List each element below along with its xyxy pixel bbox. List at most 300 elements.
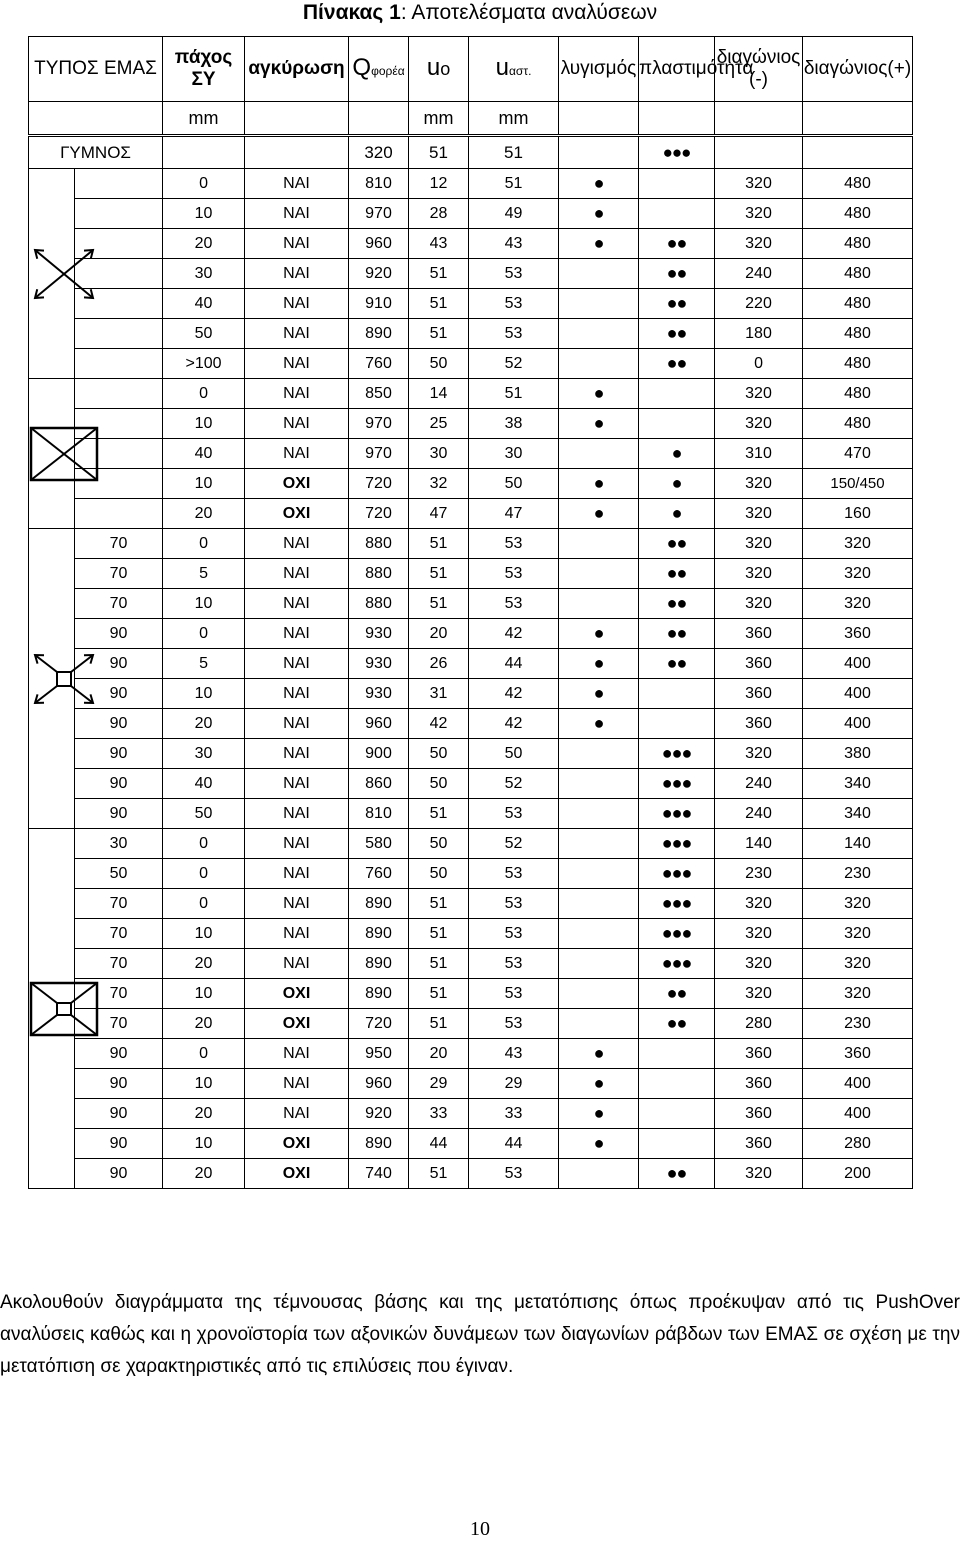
cell-diag-plus: 150/450	[803, 469, 913, 499]
cell-diag-minus: 360	[715, 649, 803, 679]
cell-col-h	[75, 259, 163, 289]
cell-ductility: ●●	[639, 229, 715, 259]
cell-anchor: ΝΑΙ	[245, 289, 349, 319]
cell-uast: 50	[469, 469, 559, 499]
cell-buckling: ●	[559, 499, 639, 529]
cell-anchor: ΝΑΙ	[245, 1039, 349, 1069]
cell-diag-minus: 360	[715, 1069, 803, 1099]
cell-thickness: 30	[163, 739, 245, 769]
header-diag-minus: διαγώνιος (-)	[715, 37, 803, 102]
cell-q: 720	[349, 469, 409, 499]
cell-ductility: ●●●	[639, 859, 715, 889]
cell-thickness: 20	[163, 1009, 245, 1039]
cell-buckling	[559, 1159, 639, 1189]
cell-anchor: ΝΑΙ	[245, 919, 349, 949]
cell-ductility	[639, 1069, 715, 1099]
cell-ductility: ●●●	[639, 889, 715, 919]
cell-buckling	[559, 769, 639, 799]
cell-uast: 53	[469, 319, 559, 349]
cell-ductility: ●●	[639, 1159, 715, 1189]
cell-uast: 53	[469, 559, 559, 589]
caption-label: Πίνακας 1	[302, 1, 401, 24]
cell-q: 890	[349, 889, 409, 919]
cell-col-h: 70	[75, 889, 163, 919]
cell-uo: 51	[409, 529, 469, 559]
cell-diag-minus: 320	[715, 949, 803, 979]
cell-col-h: 90	[75, 679, 163, 709]
cell-buckling: ●	[559, 1039, 639, 1069]
bare-uo: 51	[409, 136, 469, 169]
cell-q: 960	[349, 1069, 409, 1099]
cell-uast: 43	[469, 1039, 559, 1069]
unit-thickness: mm	[163, 102, 245, 136]
cell-diag-minus: 360	[715, 619, 803, 649]
cell-diag-plus: 160	[803, 499, 913, 529]
cell-buckling	[559, 259, 639, 289]
cell-thickness: 50	[163, 799, 245, 829]
cell-diag-minus: 320	[715, 469, 803, 499]
header-diag-plus: διαγώνιος(+)	[803, 37, 913, 102]
cell-anchor: ΝΑΙ	[245, 1069, 349, 1099]
header-uo	[409, 37, 469, 102]
cell-anchor: ΝΑΙ	[245, 1099, 349, 1129]
table-row	[29, 889, 913, 919]
cell-anchor: ΝΑΙ	[245, 529, 349, 559]
table-row	[29, 229, 913, 259]
cell-ductility	[639, 709, 715, 739]
table-row	[29, 529, 913, 559]
cell-uo: 51	[409, 949, 469, 979]
table-row	[29, 439, 913, 469]
cell-buckling: ●	[559, 409, 639, 439]
cell-ductility	[639, 1129, 715, 1159]
cell-col-h: 70	[75, 559, 163, 589]
cell-uast: 42	[469, 709, 559, 739]
cell-q: 880	[349, 529, 409, 559]
cell-thickness: 30	[163, 259, 245, 289]
cell-uast: 29	[469, 1069, 559, 1099]
cell-diag-minus: 320	[715, 409, 803, 439]
header-ductility: πλαστιμότητα	[639, 37, 715, 102]
cell-diag-minus: 310	[715, 439, 803, 469]
cell-uast: 53	[469, 1009, 559, 1039]
cell-col-h: 50	[75, 859, 163, 889]
cell-q: 810	[349, 169, 409, 199]
x-box-icon	[29, 379, 75, 529]
cell-anchor: ΝΑΙ	[245, 319, 349, 349]
cell-buckling	[559, 559, 639, 589]
cell-thickness: 20	[163, 1099, 245, 1129]
cell-ductility: ●	[639, 469, 715, 499]
cell-anchor: ΟΧΙ	[245, 499, 349, 529]
header-q-sub: φορέα	[371, 63, 405, 78]
cell-diag-plus: 320	[803, 919, 913, 949]
cell-thickness: 20	[163, 709, 245, 739]
cell-q: 920	[349, 259, 409, 289]
cell-anchor: ΟΧΙ	[245, 979, 349, 1009]
cell-diag-minus: 320	[715, 169, 803, 199]
unit-uo: mm	[409, 102, 469, 136]
cell-q: 890	[349, 949, 409, 979]
cell-buckling: ●	[559, 379, 639, 409]
cell-thickness: 50	[163, 319, 245, 349]
cell-uo: 20	[409, 1039, 469, 1069]
cell-q: 960	[349, 709, 409, 739]
cell-ductility: ●●	[639, 559, 715, 589]
cell-uo: 51	[409, 319, 469, 349]
cell-col-h: 70	[75, 529, 163, 559]
cell-uo: 14	[409, 379, 469, 409]
cell-diag-plus: 280	[803, 1129, 913, 1159]
cell-diag-minus: 140	[715, 829, 803, 859]
cell-diag-plus: 230	[803, 859, 913, 889]
cell-diag-minus: 280	[715, 1009, 803, 1039]
cell-diag-plus: 140	[803, 829, 913, 859]
cell-uo: 50	[409, 349, 469, 379]
cell-ductility	[639, 1039, 715, 1069]
cell-ductility: ●●	[639, 649, 715, 679]
cell-anchor: ΝΑΙ	[245, 799, 349, 829]
cell-q: 950	[349, 1039, 409, 1069]
cell-diag-plus: 320	[803, 949, 913, 979]
cell-col-h: 70	[75, 589, 163, 619]
cell-diag-minus: 240	[715, 259, 803, 289]
cell-anchor: ΝΑΙ	[245, 589, 349, 619]
cell-diag-minus: 360	[715, 709, 803, 739]
cell-thickness: 5	[163, 559, 245, 589]
cell-diag-minus: 360	[715, 679, 803, 709]
cell-anchor: ΝΑΙ	[245, 409, 349, 439]
cell-uo: 43	[409, 229, 469, 259]
x-arrows-icon	[29, 169, 75, 379]
cell-buckling	[559, 739, 639, 769]
cell-buckling: ●	[559, 709, 639, 739]
cell-thickness: 40	[163, 289, 245, 319]
cell-buckling	[559, 889, 639, 919]
cell-q: 880	[349, 559, 409, 589]
cell-diag-minus: 320	[715, 199, 803, 229]
cell-thickness: 0	[163, 889, 245, 919]
table-row	[29, 169, 913, 199]
cell-ductility: ●●●	[639, 829, 715, 859]
cell-buckling: ●	[559, 199, 639, 229]
cell-diag-minus: 180	[715, 319, 803, 349]
cell-ductility: ●●	[639, 259, 715, 289]
cell-q: 720	[349, 1009, 409, 1039]
cell-uo: 51	[409, 1159, 469, 1189]
cell-q: 930	[349, 619, 409, 649]
cell-q: 890	[349, 919, 409, 949]
cell-anchor: ΝΑΙ	[245, 649, 349, 679]
cell-anchor: ΝΑΙ	[245, 349, 349, 379]
table-row	[29, 1069, 913, 1099]
x-box-square-icon	[29, 829, 75, 1189]
cell-uast: 47	[469, 499, 559, 529]
cell-ductility: ●●●	[639, 739, 715, 769]
cell-diag-plus: 230	[803, 1009, 913, 1039]
units-row	[29, 102, 913, 136]
cell-col-h: 90	[75, 1129, 163, 1159]
cell-q: 760	[349, 859, 409, 889]
x-arrows-square-icon	[29, 529, 75, 829]
cell-q: 930	[349, 649, 409, 679]
cell-thickness: 20	[163, 1159, 245, 1189]
cell-diag-plus: 320	[803, 529, 913, 559]
cell-uast: 53	[469, 289, 559, 319]
cell-q: 720	[349, 499, 409, 529]
cell-col-h: 70	[75, 949, 163, 979]
cell-thickness: 10	[163, 1069, 245, 1099]
table-row	[29, 559, 913, 589]
table-row	[29, 649, 913, 679]
header-uast-sub: αστ.	[508, 63, 532, 78]
table-row	[29, 949, 913, 979]
cell-q: 850	[349, 379, 409, 409]
cell-thickness: 20	[163, 949, 245, 979]
cell-anchor: ΝΑΙ	[245, 889, 349, 919]
cell-thickness: 10	[163, 919, 245, 949]
cell-anchor: ΝΑΙ	[245, 949, 349, 979]
table-row	[29, 799, 913, 829]
cell-diag-plus: 320	[803, 889, 913, 919]
cell-buckling	[559, 919, 639, 949]
cell-thickness: 10	[163, 199, 245, 229]
cell-anchor: ΝΑΙ	[245, 229, 349, 259]
cell-uo: 51	[409, 919, 469, 949]
table-row	[29, 1009, 913, 1039]
header-uo-sub: o	[440, 59, 451, 79]
table-row	[29, 709, 913, 739]
table-row	[29, 319, 913, 349]
cell-buckling	[559, 289, 639, 319]
cell-uo: 50	[409, 769, 469, 799]
table-row	[29, 679, 913, 709]
cell-col-h	[75, 349, 163, 379]
cell-diag-minus: 320	[715, 889, 803, 919]
cell-ductility: ●●●	[639, 919, 715, 949]
cell-uo: 51	[409, 799, 469, 829]
cell-uo: 32	[409, 469, 469, 499]
cell-diag-plus: 480	[803, 229, 913, 259]
cell-uast: 33	[469, 1099, 559, 1129]
cell-diag-minus: 360	[715, 1039, 803, 1069]
cell-col-h	[75, 499, 163, 529]
table-row	[29, 739, 913, 769]
cell-thickness: 20	[163, 229, 245, 259]
cell-uast: 42	[469, 619, 559, 649]
cell-thickness: 0	[163, 859, 245, 889]
cell-col-h: 90	[75, 709, 163, 739]
cell-uo: 33	[409, 1099, 469, 1129]
table-row	[29, 919, 913, 949]
cell-thickness: >100	[163, 349, 245, 379]
cell-uo: 26	[409, 649, 469, 679]
cell-uo: 30	[409, 439, 469, 469]
cell-diag-minus: 360	[715, 1099, 803, 1129]
cell-diag-minus: 240	[715, 769, 803, 799]
cell-anchor: ΝΑΙ	[245, 769, 349, 799]
unit-uast: mm	[469, 102, 559, 136]
cell-buckling: ●	[559, 1069, 639, 1099]
cell-uo: 51	[409, 1009, 469, 1039]
table-row	[29, 859, 913, 889]
cell-diag-plus: 480	[803, 289, 913, 319]
cell-col-h	[75, 319, 163, 349]
header-row	[29, 37, 913, 102]
cell-uast: 53	[469, 1159, 559, 1189]
cell-thickness: 0	[163, 529, 245, 559]
cell-thickness: 10	[163, 979, 245, 1009]
cell-q: 890	[349, 1129, 409, 1159]
cell-uo: 51	[409, 289, 469, 319]
caption-text: : Αποτελέσματα αναλύσεων	[400, 1, 658, 24]
cell-diag-plus: 320	[803, 589, 913, 619]
cell-uast: 43	[469, 229, 559, 259]
cell-diag-plus: 340	[803, 769, 913, 799]
table-row	[29, 289, 913, 319]
cell-diag-plus: 480	[803, 259, 913, 289]
table-row	[29, 979, 913, 1009]
cell-uo: 44	[409, 1129, 469, 1159]
cell-thickness: 0	[163, 169, 245, 199]
cell-diag-plus: 360	[803, 1039, 913, 1069]
cell-buckling: ●	[559, 619, 639, 649]
cell-uast: 50	[469, 739, 559, 769]
cell-uast: 52	[469, 829, 559, 859]
cell-thickness: 0	[163, 379, 245, 409]
cell-col-h	[75, 169, 163, 199]
cell-diag-plus: 400	[803, 1069, 913, 1099]
bare-frame-row	[29, 136, 913, 169]
cell-ductility	[639, 379, 715, 409]
bare-frame-label: ΓΥΜΝΟΣ	[29, 136, 163, 169]
cell-col-h: 30	[75, 829, 163, 859]
cell-uast: 44	[469, 1129, 559, 1159]
cell-anchor: ΝΑΙ	[245, 199, 349, 229]
table-row	[29, 349, 913, 379]
cell-anchor: ΝΑΙ	[245, 859, 349, 889]
cell-buckling	[559, 319, 639, 349]
cell-diag-plus: 480	[803, 379, 913, 409]
cell-diag-minus: 320	[715, 229, 803, 259]
header-uast-main: u	[495, 53, 509, 81]
cell-q: 920	[349, 1099, 409, 1129]
cell-col-h: 90	[75, 619, 163, 649]
cell-diag-minus: 230	[715, 859, 803, 889]
page-number: 10	[470, 1518, 490, 1540]
cell-uast: 53	[469, 799, 559, 829]
cell-diag-minus: 320	[715, 739, 803, 769]
cell-diag-plus: 480	[803, 199, 913, 229]
cell-buckling	[559, 979, 639, 1009]
cell-ductility: ●●	[639, 589, 715, 619]
cell-diag-plus: 320	[803, 559, 913, 589]
body-paragraph: Ακολουθούν διαγράμματα της τέμνουσας βάσης και της μετατόπισης όπως προέκυψαν από τις PushOver αναλύσεις καθώς και η χρονοϊστορία των αξονικών δυνάμεων των διαγωνίων ράβδων των ΕΜΑΣ σε σχέση με την μετατόπιση σε χαρακτηριστικές από τις επιλύσεις που έγιναν.	[0, 1292, 960, 1377]
cell-thickness: 40	[163, 769, 245, 799]
table-row	[29, 469, 913, 499]
cell-uo: 51	[409, 979, 469, 1009]
cell-q: 860	[349, 769, 409, 799]
cell-buckling	[559, 589, 639, 619]
cell-anchor: ΝΑΙ	[245, 619, 349, 649]
cell-uo: 51	[409, 889, 469, 919]
cell-uo: 50	[409, 829, 469, 859]
bare-uast: 51	[469, 136, 559, 169]
cell-uast: 30	[469, 439, 559, 469]
cell-buckling: ●	[559, 229, 639, 259]
cell-diag-minus: 320	[715, 979, 803, 1009]
header-uast	[469, 37, 559, 102]
cell-diag-minus: 320	[715, 1159, 803, 1189]
cell-uo: 51	[409, 259, 469, 289]
cell-buckling: ●	[559, 649, 639, 679]
cell-diag-minus: 360	[715, 1129, 803, 1159]
cell-uo: 51	[409, 559, 469, 589]
cell-uo: 25	[409, 409, 469, 439]
cell-thickness: 0	[163, 619, 245, 649]
cell-diag-minus: 320	[715, 589, 803, 619]
cell-ductility: ●●	[639, 979, 715, 1009]
cell-anchor: ΝΑΙ	[245, 559, 349, 589]
table-row	[29, 409, 913, 439]
cell-uast: 53	[469, 889, 559, 919]
cell-ductility	[639, 199, 715, 229]
cell-uo: 20	[409, 619, 469, 649]
cell-q: 810	[349, 799, 409, 829]
cell-col-h: 90	[75, 1069, 163, 1099]
cell-buckling	[559, 1009, 639, 1039]
cell-uast: 51	[469, 169, 559, 199]
cell-uo: 47	[409, 499, 469, 529]
cell-ductility: ●●●	[639, 769, 715, 799]
cell-buckling	[559, 349, 639, 379]
cell-diag-minus: 320	[715, 499, 803, 529]
cell-ductility: ●●	[639, 319, 715, 349]
cell-diag-minus: 320	[715, 919, 803, 949]
cell-thickness: 0	[163, 829, 245, 859]
cell-q: 900	[349, 739, 409, 769]
cell-q: 960	[349, 229, 409, 259]
cell-ductility	[639, 169, 715, 199]
header-q	[349, 37, 409, 102]
cell-thickness: 20	[163, 499, 245, 529]
table-row	[29, 1159, 913, 1189]
cell-q: 910	[349, 289, 409, 319]
cell-diag-minus: 220	[715, 289, 803, 319]
cell-diag-plus: 400	[803, 649, 913, 679]
cell-buckling	[559, 859, 639, 889]
cell-diag-plus: 480	[803, 319, 913, 349]
table-row	[29, 259, 913, 289]
cell-diag-plus: 340	[803, 799, 913, 829]
cell-diag-plus: 480	[803, 349, 913, 379]
cell-q: 890	[349, 979, 409, 1009]
cell-q: 880	[349, 589, 409, 619]
cell-buckling	[559, 799, 639, 829]
cell-col-h: 70	[75, 979, 163, 1009]
cell-q: 970	[349, 199, 409, 229]
cell-diag-plus: 380	[803, 739, 913, 769]
cell-uast: 44	[469, 649, 559, 679]
cell-diag-plus: 320	[803, 979, 913, 1009]
cell-anchor: ΝΑΙ	[245, 259, 349, 289]
cell-uast: 53	[469, 529, 559, 559]
table-caption	[0, 0, 960, 26]
cell-col-h: 90	[75, 739, 163, 769]
cell-buckling	[559, 529, 639, 559]
cell-thickness: 10	[163, 679, 245, 709]
cell-col-h: 90	[75, 649, 163, 679]
